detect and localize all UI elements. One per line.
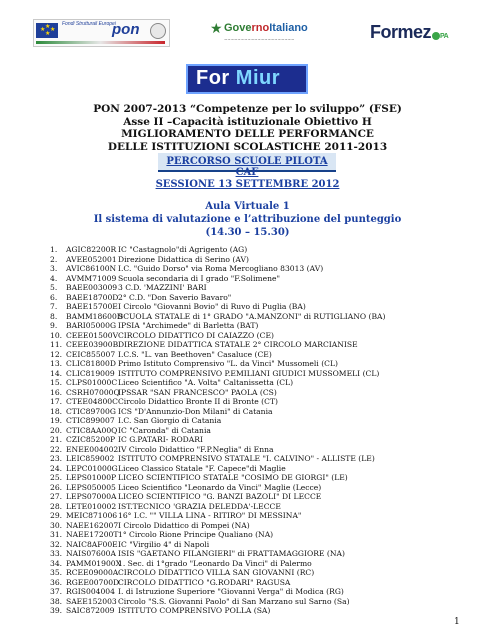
school-number: 15. xyxy=(50,378,63,387)
school-number: 25. xyxy=(50,473,63,482)
school-name: CIRCOLO DIDATTICO VILLA SAN GIOVANNI (RC) xyxy=(118,568,315,577)
list-item xyxy=(50,521,480,531)
list-item xyxy=(50,369,480,379)
school-number: 6. xyxy=(50,292,58,302)
list-item xyxy=(50,435,480,445)
school-code: LEPS050005 xyxy=(66,482,116,492)
school-number: 38. xyxy=(50,596,63,606)
school-number: 16. xyxy=(50,387,63,397)
school-number: 20. xyxy=(50,425,63,435)
school-number: 21. xyxy=(50,435,63,444)
school-number: 37. xyxy=(50,587,63,596)
list-item xyxy=(50,388,480,398)
school-number: 14. xyxy=(50,368,63,378)
school-name: IPSSAR "SAN FRANCESCO" PAOLA (CS) xyxy=(118,387,277,397)
school-code: BAEE003009 xyxy=(66,283,118,292)
list-item xyxy=(50,568,480,578)
school-name: I Circolo "Giovanni Bovio" di Ruvo di Puglia (BA) xyxy=(118,302,306,311)
school-name: Scuola secondaria di I grado "F.Solimene" xyxy=(118,273,280,283)
list-item xyxy=(50,530,480,540)
school-number: 11. xyxy=(50,340,63,349)
school-number: 32. xyxy=(50,539,63,549)
school-name: 3 C.D. 'MAZZINI' BARI xyxy=(118,283,207,292)
aula-subtitle: Il sistema di valutazione e l’attribuzione del punteggio xyxy=(93,214,402,225)
list-item xyxy=(50,454,480,464)
list-item xyxy=(50,559,480,569)
governo-subtitle: ~~~~~~~~~~~~~~~~~~~~~ xyxy=(224,37,295,42)
list-item xyxy=(50,340,480,350)
school-code: AVEE052001 xyxy=(66,254,117,264)
school-name: IC G.PATARI- RODARI xyxy=(118,435,203,444)
school-name: Circolo "S.S. Giovanni Paolo" di San Marzano sul Sarno (Sa) xyxy=(118,596,350,606)
school-name: ISTITUTO COMPRENSIVO STATALE "I. CALVINO" - ALLISTE (LE) xyxy=(118,454,375,463)
percorso-banner xyxy=(158,153,336,178)
session-date: SESSIONE 13 SETTEMBRE 2012 xyxy=(155,179,340,190)
list-item xyxy=(50,492,480,502)
school-number: 10. xyxy=(50,330,63,340)
school-code: CEIC855007 xyxy=(66,349,116,359)
school-code: CTEE04800C xyxy=(66,397,118,406)
school-code: BARI05000G xyxy=(66,321,117,330)
school-name: 1. Sec. di 1°grado "Leonardo Da Vinci" di Palermo xyxy=(118,558,312,568)
school-code: RCEE09000A xyxy=(66,568,119,577)
school-name: LICEO SCIENTIFICO STATALE "COSIMO DE GIORGI" (LE) xyxy=(118,473,348,482)
school-number: 39. xyxy=(50,606,63,615)
school-number: 28. xyxy=(50,501,63,511)
list-item xyxy=(50,321,480,331)
list-item xyxy=(50,587,480,597)
republic-seal-icon xyxy=(150,23,166,39)
school-name: ICS "D'Annunzio-Don Milani" di Catania xyxy=(118,406,273,416)
list-item xyxy=(50,464,480,474)
school-number: 27. xyxy=(50,492,63,501)
school-code: SAIC872009 xyxy=(66,606,115,615)
school-number: 18. xyxy=(50,406,63,416)
aula-time: (14.30 – 15.30) xyxy=(205,227,290,238)
list-item xyxy=(50,274,480,284)
list-item xyxy=(50,331,480,341)
school-number: 29. xyxy=(50,511,63,520)
list-item xyxy=(50,511,480,521)
governo-italiano-text: GovernoItaliano xyxy=(224,22,308,34)
list-item xyxy=(50,502,480,512)
list-item xyxy=(50,483,480,493)
school-name: I. di Istruzione Superiore "Giovanni Verga" di Modica (RG) xyxy=(118,587,344,596)
school-code: AGIC82200R xyxy=(66,245,117,254)
school-name: LICEO SCIENTIFICO "G. BANZI BAZOLI" DI LECCE xyxy=(118,492,322,501)
list-item xyxy=(50,473,480,483)
school-number: 2. xyxy=(50,254,58,264)
list-item xyxy=(50,302,480,312)
school-number: 3. xyxy=(50,264,58,273)
school-code: RGEE00700D xyxy=(66,577,120,587)
list-item xyxy=(50,416,480,426)
school-name: IC "Castagnolo"di Agrigento (AG) xyxy=(118,245,248,254)
school-number: 30. xyxy=(50,520,63,530)
school-number: 34. xyxy=(50,558,63,568)
school-code: NAEE17200T xyxy=(66,530,119,539)
list-item xyxy=(50,445,480,455)
school-name: Circolo Didattico Bronte II di Bronte (CT) xyxy=(118,397,278,406)
school-number: 8. xyxy=(50,311,58,321)
school-code: NAIC8AF00E xyxy=(66,539,118,549)
school-code: CEEE01500V xyxy=(66,330,119,340)
school-name: 2° C.D. "Don Saverio Bavaro" xyxy=(118,292,232,302)
school-code: CLIC81800D xyxy=(66,359,116,368)
list-item xyxy=(50,407,480,417)
school-name: SCUOLA STATALE di 1° GRADO "A.MANZONI" di RUTIGLIANO (BA) xyxy=(118,311,386,321)
school-name: CIRCOLO DIDATTICO DI CAIAZZO (CE) xyxy=(118,330,274,340)
pon-fondi-text: Fondi Strutturali Europei xyxy=(62,21,116,27)
school-code: CTIC89700G xyxy=(66,406,116,416)
school-number: 4. xyxy=(50,273,58,283)
school-name: Liceo Scientifico "A. Volta" Caltanissetta (CL) xyxy=(118,378,294,387)
school-code: CZIC85200P xyxy=(66,435,116,444)
school-code: AVIC86100N xyxy=(66,264,117,273)
school-code: RGIS004004 xyxy=(66,587,115,596)
school-name: 16° I.C. "" VILLA LINA - RITIRO" DI MESSINA" xyxy=(118,511,302,520)
school-code: CTIC899007 xyxy=(66,416,115,425)
school-code: CEEE03900B xyxy=(66,340,119,349)
page-number: 1 xyxy=(454,617,460,627)
list-item xyxy=(50,283,480,293)
school-code: CLPS01000C xyxy=(66,378,118,387)
school-code: CLIC819009 xyxy=(66,368,115,378)
school-code: CTIC8AA00Q xyxy=(66,425,118,435)
school-name: I.C.S. "L. van Beethoven" Casaluce (CE) xyxy=(118,349,272,359)
school-list xyxy=(50,245,480,616)
school-number: 26. xyxy=(50,482,63,492)
school-code: LEIC859002 xyxy=(66,454,115,463)
school-code: BAEE15700E xyxy=(66,302,118,311)
school-number: 5. xyxy=(50,283,58,292)
school-code: LEPS01000P xyxy=(66,473,117,482)
school-name: ISIS "GAETANO FILANGIERI" di FRATTAMAGGIORE (NA) xyxy=(118,549,345,558)
list-item xyxy=(50,264,480,274)
school-name: DIREZIONE DIDATTICA STATALE 2° CIRCOLO MARCIANISE xyxy=(118,340,358,349)
governo-italiano-logo xyxy=(210,20,308,50)
school-name: ISTITUTO COMPRENSIVO POLLA (SA) xyxy=(118,606,271,615)
school-name: IC "Virgilio 4" di Napoli xyxy=(118,539,210,549)
page-header xyxy=(0,0,495,60)
school-number: 23. xyxy=(50,454,63,463)
school-code: LEPS07000A xyxy=(66,492,117,501)
school-number: 24. xyxy=(50,463,63,473)
school-code: LETE010002 xyxy=(66,501,117,511)
school-name: IC "Caronda" di Catania xyxy=(118,425,211,435)
formez-pa-logo: Formez PA xyxy=(370,22,449,42)
school-number: 12. xyxy=(50,349,63,359)
school-name: I.C. San Giorgio di Catania xyxy=(118,416,222,425)
school-name: Direzione Didattica di Serino (AV) xyxy=(118,254,249,264)
school-code: BAEE18700D xyxy=(66,292,119,302)
flag-strip xyxy=(36,41,165,44)
school-code: CSRH07000Q xyxy=(66,387,120,397)
school-code: PAMM01900X xyxy=(66,558,122,568)
school-name: ISTITUTO COMPRENSIVO P.EMILIANI GIUDICI MUSSOMELI (CL) xyxy=(118,368,380,378)
for-miur-for: For xyxy=(196,67,230,89)
pon-logo xyxy=(33,19,170,47)
school-code: ENEE004002 xyxy=(66,444,119,454)
school-number: 19. xyxy=(50,416,63,425)
school-number: 33. xyxy=(50,549,63,558)
school-name: I.C. "Guido Dorso" via Roma Mercogliano 83013 (AV) xyxy=(118,264,324,273)
school-number: 7. xyxy=(50,302,58,311)
school-name: Liceo Scientifico "Leonardo da Vinci" Maglie (Lecce) xyxy=(118,482,322,492)
list-item xyxy=(50,606,480,616)
list-item xyxy=(50,549,480,559)
school-name: 1° Circolo Rione Principe Qualiano (NA) xyxy=(118,530,274,539)
list-item xyxy=(50,350,480,360)
list-item xyxy=(50,255,480,265)
list-item xyxy=(50,245,480,255)
title-line-2: Asse II –Capacità istituzionale Obiettivo H xyxy=(123,116,372,128)
list-item xyxy=(50,578,480,588)
school-code: AVMM71009 xyxy=(66,273,117,283)
school-number: 31. xyxy=(50,530,63,539)
list-item xyxy=(50,359,480,369)
school-name: IST.TECNICO 'GRAZIA DELEDDA'-LECCE xyxy=(118,501,281,511)
school-number: 17. xyxy=(50,397,63,406)
for-miur-miur: Miur xyxy=(235,67,280,89)
list-item xyxy=(50,540,480,550)
school-name: Liceo Classico Statale "F. Capece"di Maglie xyxy=(118,463,286,473)
list-item xyxy=(50,378,480,388)
formez-dot-icon xyxy=(432,32,440,40)
school-number: 36. xyxy=(50,577,63,587)
school-number: 22. xyxy=(50,444,63,454)
school-code: NAEE162007 xyxy=(66,520,119,530)
percorso-banner-text: PERCORSO SCUOLE PILOTA CAF xyxy=(166,156,328,178)
school-number: 13. xyxy=(50,359,63,368)
eu-flag-icon: ★ ★ ★ ★ xyxy=(36,23,58,38)
school-name: Primo Istituto Comprensivo "L. da Vinci" Mussomeli (CL) xyxy=(118,359,338,368)
school-code: LEPC01000G xyxy=(66,463,118,473)
title-line-1: PON 2007-2013 “Competenze per lo sviluppo” (FSE) xyxy=(93,103,402,115)
list-item xyxy=(50,312,480,322)
aula-title: Aula Virtuale 1 xyxy=(205,201,290,212)
list-item xyxy=(50,597,480,607)
school-name: IV Circolo Didattico "F.P.Neglia" di Enna xyxy=(118,444,274,454)
school-code: SAEE152003 xyxy=(66,596,117,606)
title-line-4: DELLE ISTITUZIONI SCOLASTICHE 2011-2013 xyxy=(107,141,388,153)
school-code: NAIS07600A xyxy=(66,549,116,558)
for-miur-logo xyxy=(186,64,308,94)
school-code: BAMM18600D xyxy=(66,311,123,321)
school-name: IPSIA "Archimede" di Barletta (BAT) xyxy=(118,321,259,330)
school-number: 1. xyxy=(50,245,58,254)
list-item xyxy=(50,397,480,407)
star-icon: ★ xyxy=(210,21,223,37)
list-item xyxy=(50,426,480,436)
title-line-3: MIGLIORAMENTO DELLE PERFORMANCE xyxy=(121,128,374,140)
school-name: CIRCOLO DIDATTICO "G.RODARI" RAGUSA xyxy=(118,577,291,587)
school-number: 9. xyxy=(50,321,58,330)
school-code: MEIC871006 xyxy=(66,511,118,520)
school-name: I Circolo Didattico di Pompei (NA) xyxy=(118,520,250,530)
school-number: 35. xyxy=(50,568,63,577)
list-item xyxy=(50,293,480,303)
pon-mark: pon xyxy=(112,21,140,38)
